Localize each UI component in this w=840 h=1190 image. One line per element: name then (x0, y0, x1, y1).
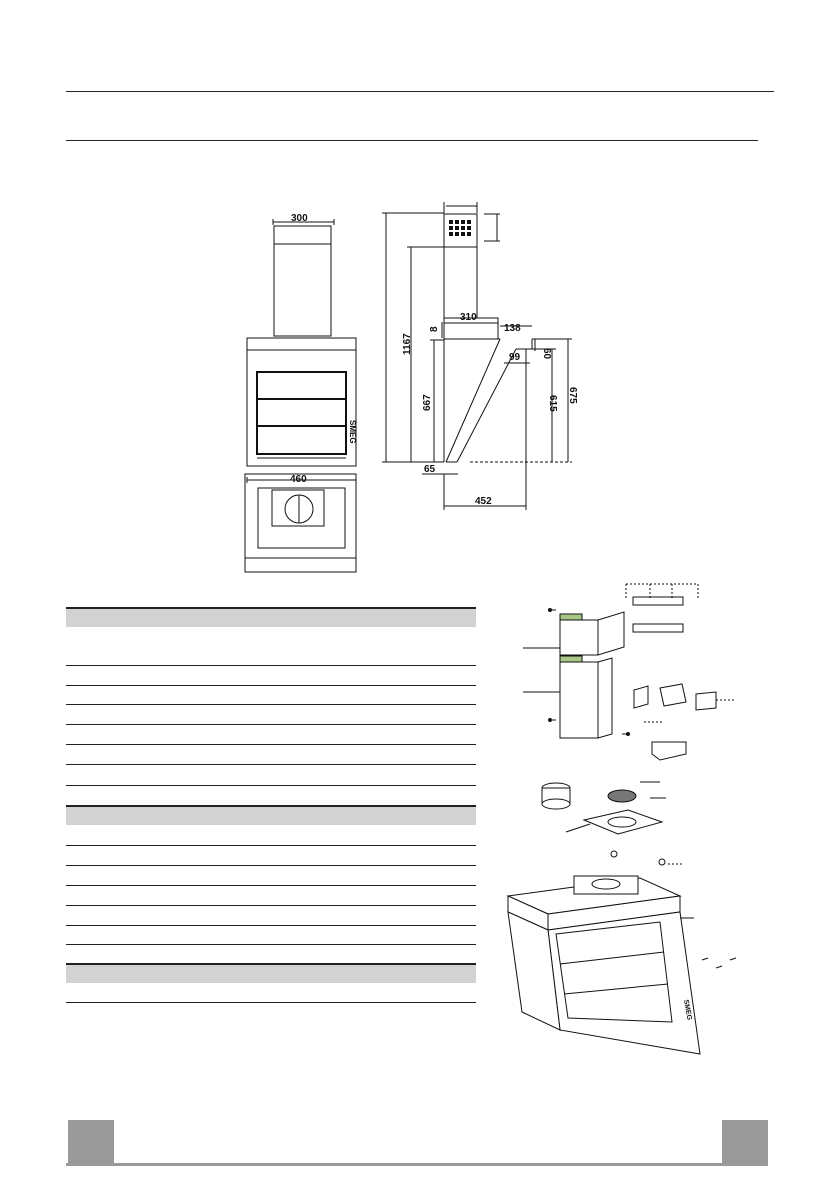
dim-667: 667 (422, 394, 433, 411)
dim-65: 65 (424, 464, 436, 475)
dim-60: 60 (541, 348, 552, 360)
hood-logo: SMEG (682, 999, 693, 1021)
dim-99: 99 (509, 352, 521, 363)
dim-138: 138 (504, 323, 521, 334)
footer-box-left (68, 1120, 114, 1166)
dim-8: 8 (429, 326, 440, 332)
dim-depth: 452 (475, 496, 492, 507)
dim-base-width: 460 (290, 474, 307, 485)
front-logo: SMEG (348, 420, 357, 444)
footer-bar (66, 1163, 766, 1166)
dim-chimney-width: 300 (291, 213, 308, 224)
dim-top-width: 310 (460, 312, 477, 323)
dim-total-height: 1167 (402, 333, 413, 355)
dim-675: 675 (567, 387, 578, 404)
footer-box-right (722, 1120, 768, 1166)
dim-615: 615 (547, 395, 558, 412)
